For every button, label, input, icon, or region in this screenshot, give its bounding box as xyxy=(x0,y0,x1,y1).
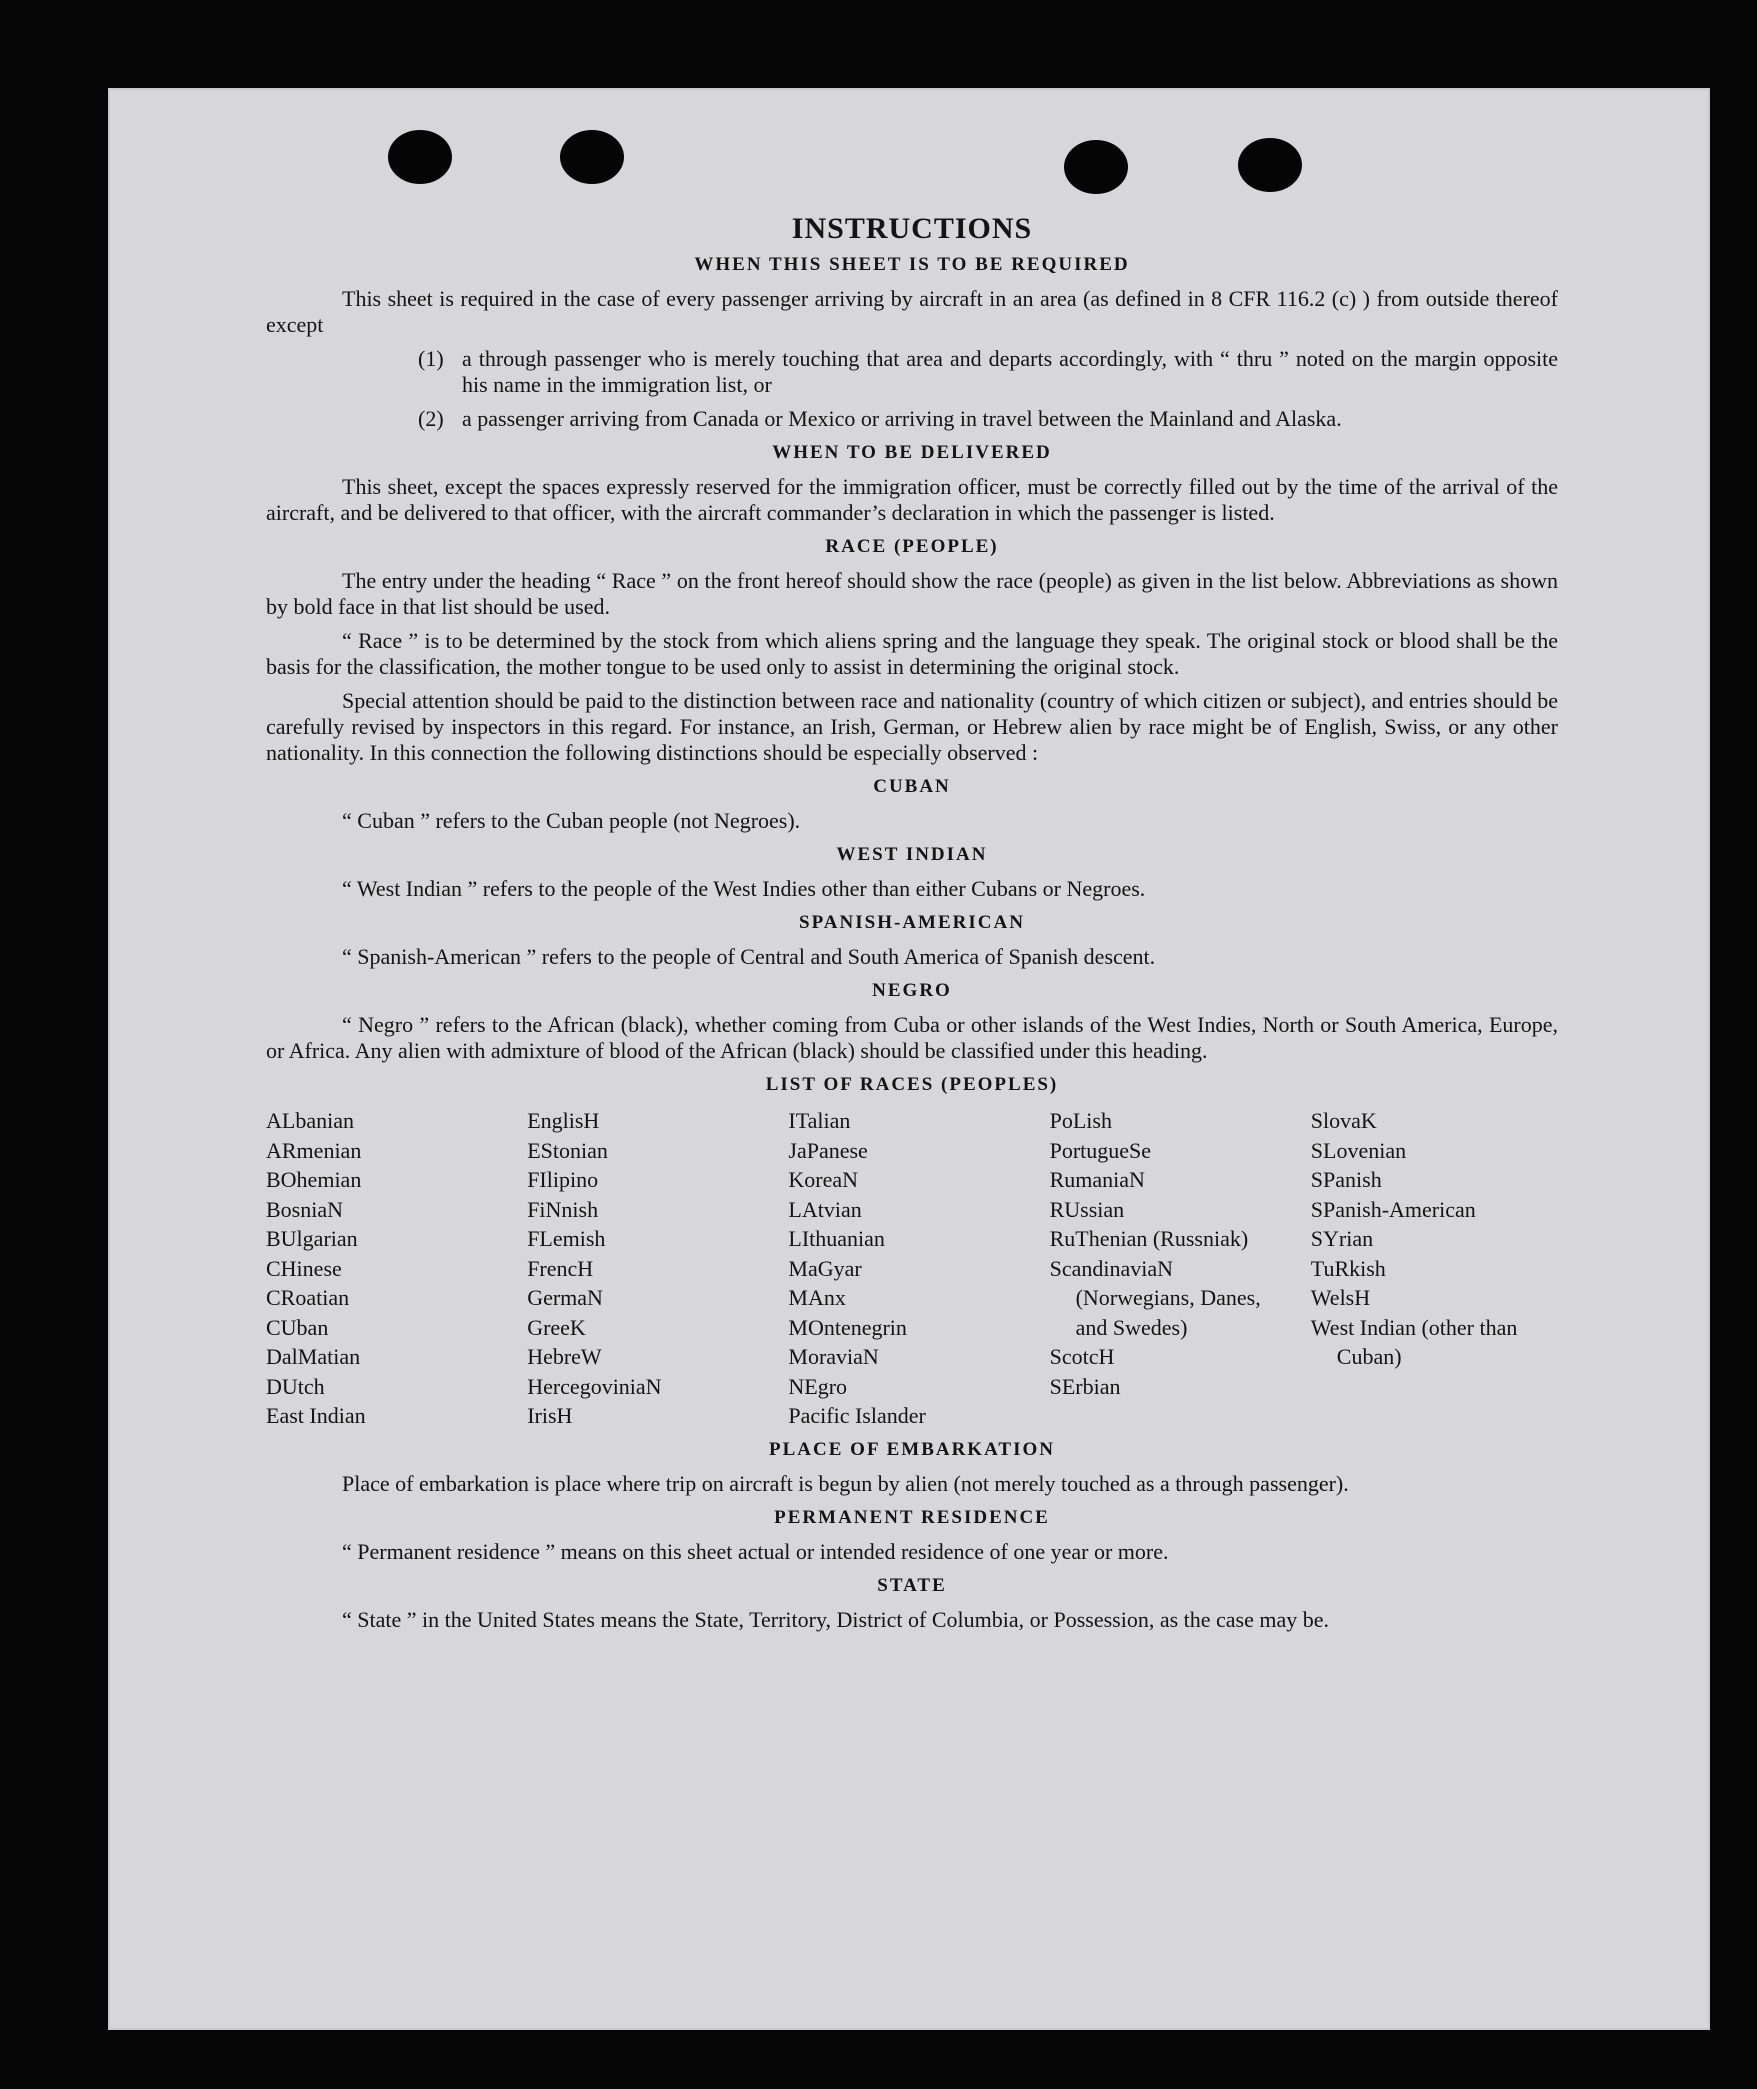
race-entry: SErbian xyxy=(1049,1373,1121,1399)
when-required-intro: This sheet is required in the case of every passenger arriving by aircraft in an area (as defined in 8 CFR 116.2 (c) ) from outside thereof except xyxy=(266,286,1558,337)
race-entry: TuRkish xyxy=(1310,1255,1386,1281)
race-entry: ALbanian xyxy=(266,1108,354,1133)
section-heading-when-required: WHEN THIS SHEET IS TO BE REQUIRED xyxy=(694,254,1130,275)
race-entry: MoraviaN xyxy=(788,1344,879,1369)
race-entry: West Indian (other than Cuban) xyxy=(1310,1314,1518,1369)
race-entry: SlovaK xyxy=(1310,1108,1377,1133)
race-entry: EnglisH xyxy=(527,1108,600,1133)
race-entry: BUlgarian xyxy=(266,1226,358,1251)
race-entry: RuThenian (Russniak) xyxy=(1049,1226,1249,1251)
residence-text: “ Permanent residence ” means on this sheet actual or intended residence of one year or more. xyxy=(342,1538,1169,1564)
section-heading-list-of-races: LIST OF RACES (PEOPLES) xyxy=(765,1074,1059,1095)
punch-hole xyxy=(560,130,624,184)
race-entry: FiNnish xyxy=(527,1196,599,1222)
exception-item xyxy=(418,346,1558,398)
race-entry: MAnx xyxy=(788,1285,846,1310)
race-entry: IrisH xyxy=(527,1403,573,1428)
race-entry: FrencH xyxy=(527,1255,594,1281)
race-entry: PoLish xyxy=(1049,1108,1112,1133)
exception-text: a through passenger who is merely touching that area and departs accordingly, with “ thru ” noted on the margin opposite his name in the immigration list, or xyxy=(462,346,1558,397)
spanish-american-text: “ Spanish-American ” refers to the people of Central and South America of Spanish descent. xyxy=(342,944,1156,969)
section-heading-spanish-american: SPANISH-AMERICAN xyxy=(799,912,1025,933)
state-text: “ State ” in the United States means the State, Territory, District of Columbia, or Possession, as the case may be. xyxy=(342,1606,1330,1632)
race-entry: GreeK xyxy=(527,1314,586,1340)
exception-number: (2) xyxy=(418,406,444,431)
race-entry: EStonian xyxy=(527,1137,608,1163)
section-heading-cuban: CUBAN xyxy=(873,776,951,797)
race-entry: CRoatian xyxy=(266,1285,350,1310)
race-column xyxy=(527,1106,774,1431)
race-entry: KoreaN xyxy=(788,1167,859,1192)
race-entry: DalMatian xyxy=(266,1344,361,1369)
race-paragraph-3: Special attention should be paid to the distinction between race and nationality (country of which citizen or subject), and entries should be carefully revised by inspectors in this regard. For instance, an Irish, German, or Hebrew alien by race might be of English, Swiss, or any other nationality. In this connection the following distinctions should be especially observed : xyxy=(266,688,1558,765)
instructions-content xyxy=(266,212,1558,1641)
race-entry: SPanish-American xyxy=(1310,1196,1476,1222)
section-heading-residence: PERMANENT RESIDENCE xyxy=(774,1506,1050,1528)
race-entry: NEgro xyxy=(788,1373,848,1399)
race-entry: SLovenian xyxy=(1310,1137,1407,1163)
race-paragraph-1: The entry under the heading “ Race ” on the front hereof should show the race (people) as given in the list below. Abbreviations as shown by bold face in that list should be used. xyxy=(266,568,1558,619)
cuban-text: “ Cuban ” refers to the Cuban people (not Negroes). xyxy=(342,808,801,833)
race-entry: FIlipino xyxy=(527,1167,599,1192)
punch-hole xyxy=(388,130,452,184)
race-entry: SYrian xyxy=(1310,1226,1374,1251)
race-list xyxy=(266,1106,1558,1431)
race-entry: SPanish xyxy=(1310,1167,1382,1192)
race-entry: Pacific Islander xyxy=(788,1403,926,1428)
race-column xyxy=(788,1106,1035,1431)
when-delivered-text: This sheet, except the spaces expressly reserved for the immigration officer, must be correctly filled out by the time of the arrival of the aircraft, and be delivered to that officer, with the aircraft commander’s declaration in which the passenger is listed. xyxy=(266,474,1558,525)
race-entry: FLemish xyxy=(527,1226,606,1251)
race-entry: JaPanese xyxy=(788,1137,868,1163)
exception-item xyxy=(418,406,1558,432)
page-title: INSTRUCTIONS xyxy=(791,212,1033,245)
race-entry: LIthuanian xyxy=(788,1226,885,1251)
instruction-sheet xyxy=(108,88,1710,2030)
race-entry: ARmenian xyxy=(266,1137,362,1163)
embarkation-text: Place of embarkation is place where trip on aircraft is begun by alien (not merely touched as a through passenger). xyxy=(342,1470,1349,1496)
race-column xyxy=(1311,1106,1558,1431)
west-indian-text: “ West Indian ” refers to the people of the West Indies other than either Cubans or Negroes. xyxy=(342,876,1146,901)
race-entry: CHinese xyxy=(266,1255,342,1281)
race-entry: HercegoviniaN xyxy=(527,1373,662,1399)
negro-text: “ Negro ” refers to the African (black), whether coming from Cuba or other islands of the West Indies, North or South America, Europe, or Africa. Any alien with admixture of blood of the African (black) should be classified under this heading. xyxy=(266,1012,1558,1063)
section-heading-race: RACE (PEOPLE) xyxy=(825,536,999,557)
race-entry: HebreW xyxy=(527,1344,602,1369)
race-entry: PortugueSe xyxy=(1049,1137,1152,1163)
section-heading-negro: NEGRO xyxy=(872,980,952,1001)
race-entry: ScandinaviaN (Norwegians, Danes, and Swedes) xyxy=(1049,1255,1261,1340)
race-entry: BosniaN xyxy=(266,1196,343,1222)
punch-hole xyxy=(1238,138,1302,192)
section-heading-west-indian: WEST INDIAN xyxy=(836,844,988,865)
race-entry: RUssian xyxy=(1049,1196,1125,1222)
race-entry: East Indian xyxy=(266,1403,366,1428)
race-entry: RumaniaN xyxy=(1049,1167,1145,1192)
race-column xyxy=(1050,1106,1297,1431)
race-entry: MaGyar xyxy=(788,1255,862,1281)
race-entry: BOhemian xyxy=(266,1167,362,1192)
exception-text: a passenger arriving from Canada or Mexico or arriving in travel between the Mainland and Alaska. xyxy=(462,406,1342,431)
race-column xyxy=(266,1106,513,1431)
race-entry: WelsH xyxy=(1310,1285,1371,1310)
race-entry: DUtch xyxy=(266,1373,325,1399)
race-entry: CUban xyxy=(266,1314,329,1340)
race-entry: LAtvian xyxy=(788,1196,862,1222)
race-paragraph-2: “ Race ” is to be determined by the stock from which aliens spring and the language they speak. The original stock or blood shall be the basis for the classification, the mother tongue to be used only to assist in determining the original stock. xyxy=(266,628,1558,679)
section-heading-state: STATE xyxy=(877,1574,947,1596)
race-entry: GermaN xyxy=(527,1285,603,1310)
section-heading-when-delivered: WHEN TO BE DELIVERED xyxy=(772,442,1052,463)
exception-number: (1) xyxy=(418,346,444,371)
race-entry: ITalian xyxy=(788,1108,851,1133)
section-heading-embarkation: PLACE OF EMBARKATION xyxy=(769,1438,1055,1460)
punch-hole xyxy=(1064,140,1128,194)
race-entry: MOntenegrin xyxy=(788,1314,907,1340)
race-entry: ScotcH xyxy=(1049,1344,1115,1369)
